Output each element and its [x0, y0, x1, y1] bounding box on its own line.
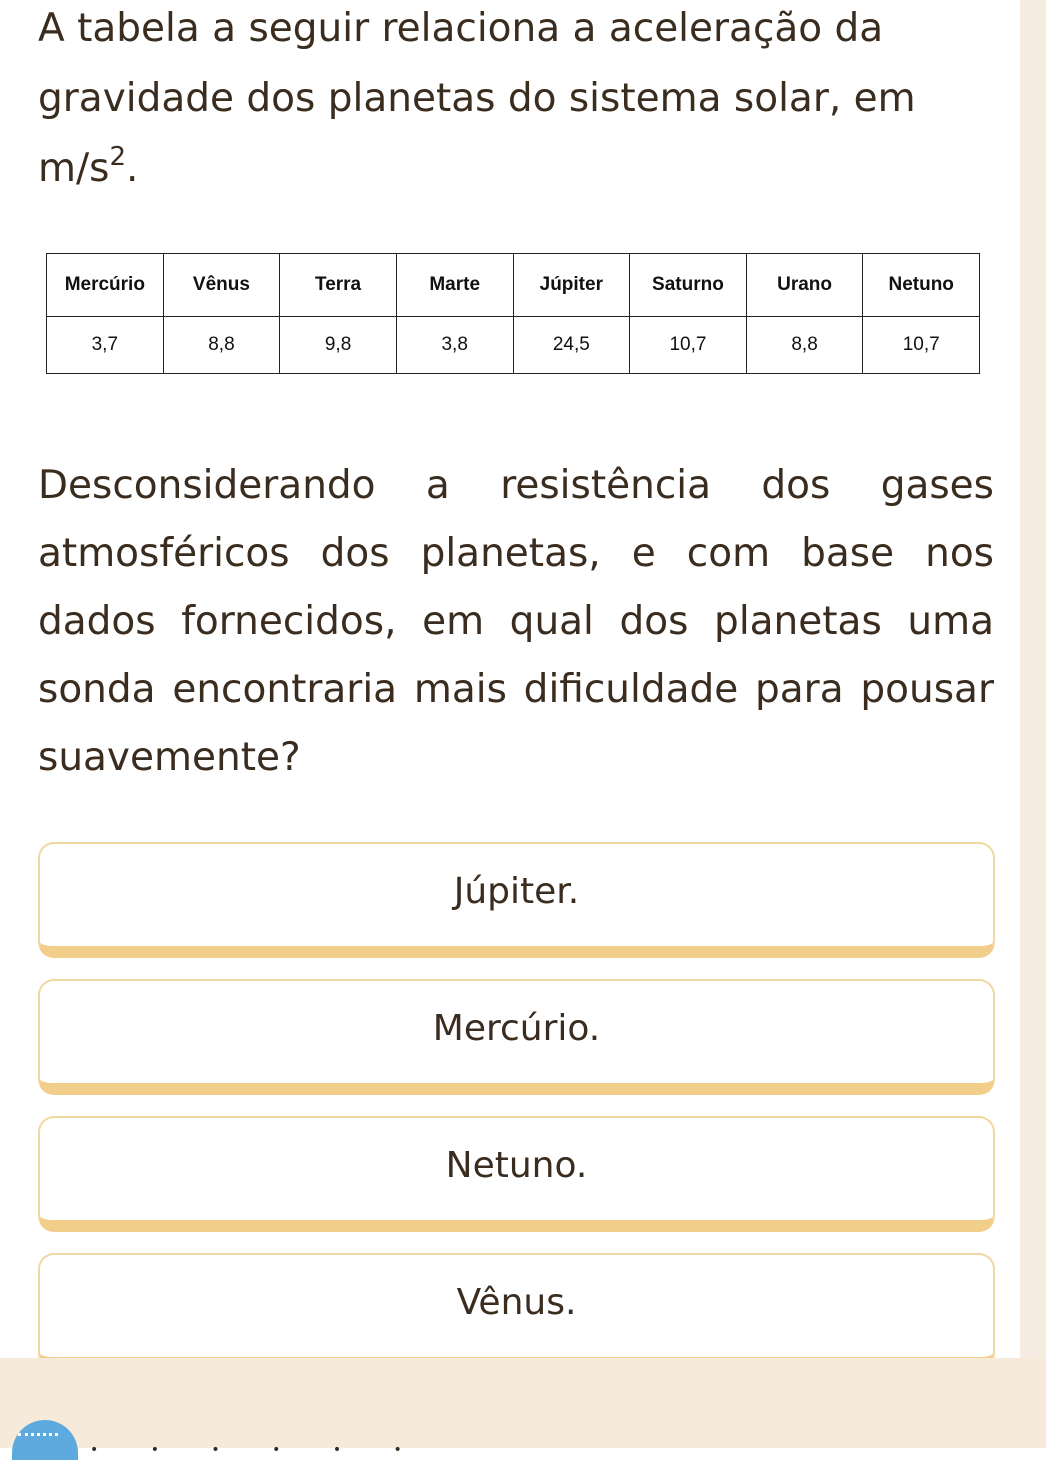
right-side-strip [1020, 0, 1046, 1358]
unit-exponent: 2 [109, 142, 126, 172]
answer-options [38, 842, 995, 1390]
question-intro-line2: gravidade dos planetas do sistema solar, em [38, 76, 916, 121]
question-intro-line1: A tabela a seguir relaciona a aceleração da [38, 6, 884, 51]
table-header-cell: Marte [396, 254, 513, 317]
table-header-row [47, 254, 980, 317]
table-header-cell: Netuno [863, 254, 980, 317]
answer-option-jupiter[interactable] [38, 842, 995, 958]
bottom-panel [0, 1358, 1046, 1458]
answer-option-label: Vênus. [456, 1281, 577, 1323]
table-header-cell: Vênus [163, 254, 280, 317]
question-body: Desconsiderando a resistência dos gases atmosféricos dos planetas, e com base nos dados fornecidos, em qual dos planetas uma sonda encontraria mais dificuldade para pousar suavemente? [38, 463, 994, 780]
table-cell: 24,5 [513, 317, 630, 374]
table-cell: 8,8 [746, 317, 863, 374]
mascot-icon [12, 1420, 78, 1460]
answer-option-mercurio[interactable] [38, 979, 995, 1095]
mascot-eyes-decoration [18, 1433, 58, 1440]
table-header-cell: Terra [280, 254, 397, 317]
answer-option-label: Júpiter. [453, 870, 580, 912]
unit-end: . [126, 146, 139, 191]
answer-option-netuno[interactable] [38, 1116, 995, 1232]
table-header-cell: Mercúrio [47, 254, 164, 317]
table-row [47, 317, 980, 374]
answer-option-label: Netuno. [445, 1144, 588, 1186]
answer-option-venus[interactable] [38, 1253, 995, 1369]
table-cell: 3,8 [396, 317, 513, 374]
gravity-table-container [46, 253, 980, 374]
answer-option-label: Mercúrio. [432, 1007, 601, 1049]
table-cell: 10,7 [630, 317, 747, 374]
table-header-cell: Júpiter [513, 254, 630, 317]
table-cell: 3,7 [47, 317, 164, 374]
table-header-cell: Urano [746, 254, 863, 317]
table-cell: 10,7 [863, 317, 980, 374]
table-cell: 9,8 [280, 317, 397, 374]
unit-base: m/s [38, 146, 110, 191]
progress-dots-icon: • • • • • • [90, 1442, 426, 1458]
question-intro [38, 0, 998, 204]
gravity-table [46, 253, 980, 374]
table-header-cell: Saturno [630, 254, 747, 317]
table-cell: 8,8 [163, 317, 280, 374]
